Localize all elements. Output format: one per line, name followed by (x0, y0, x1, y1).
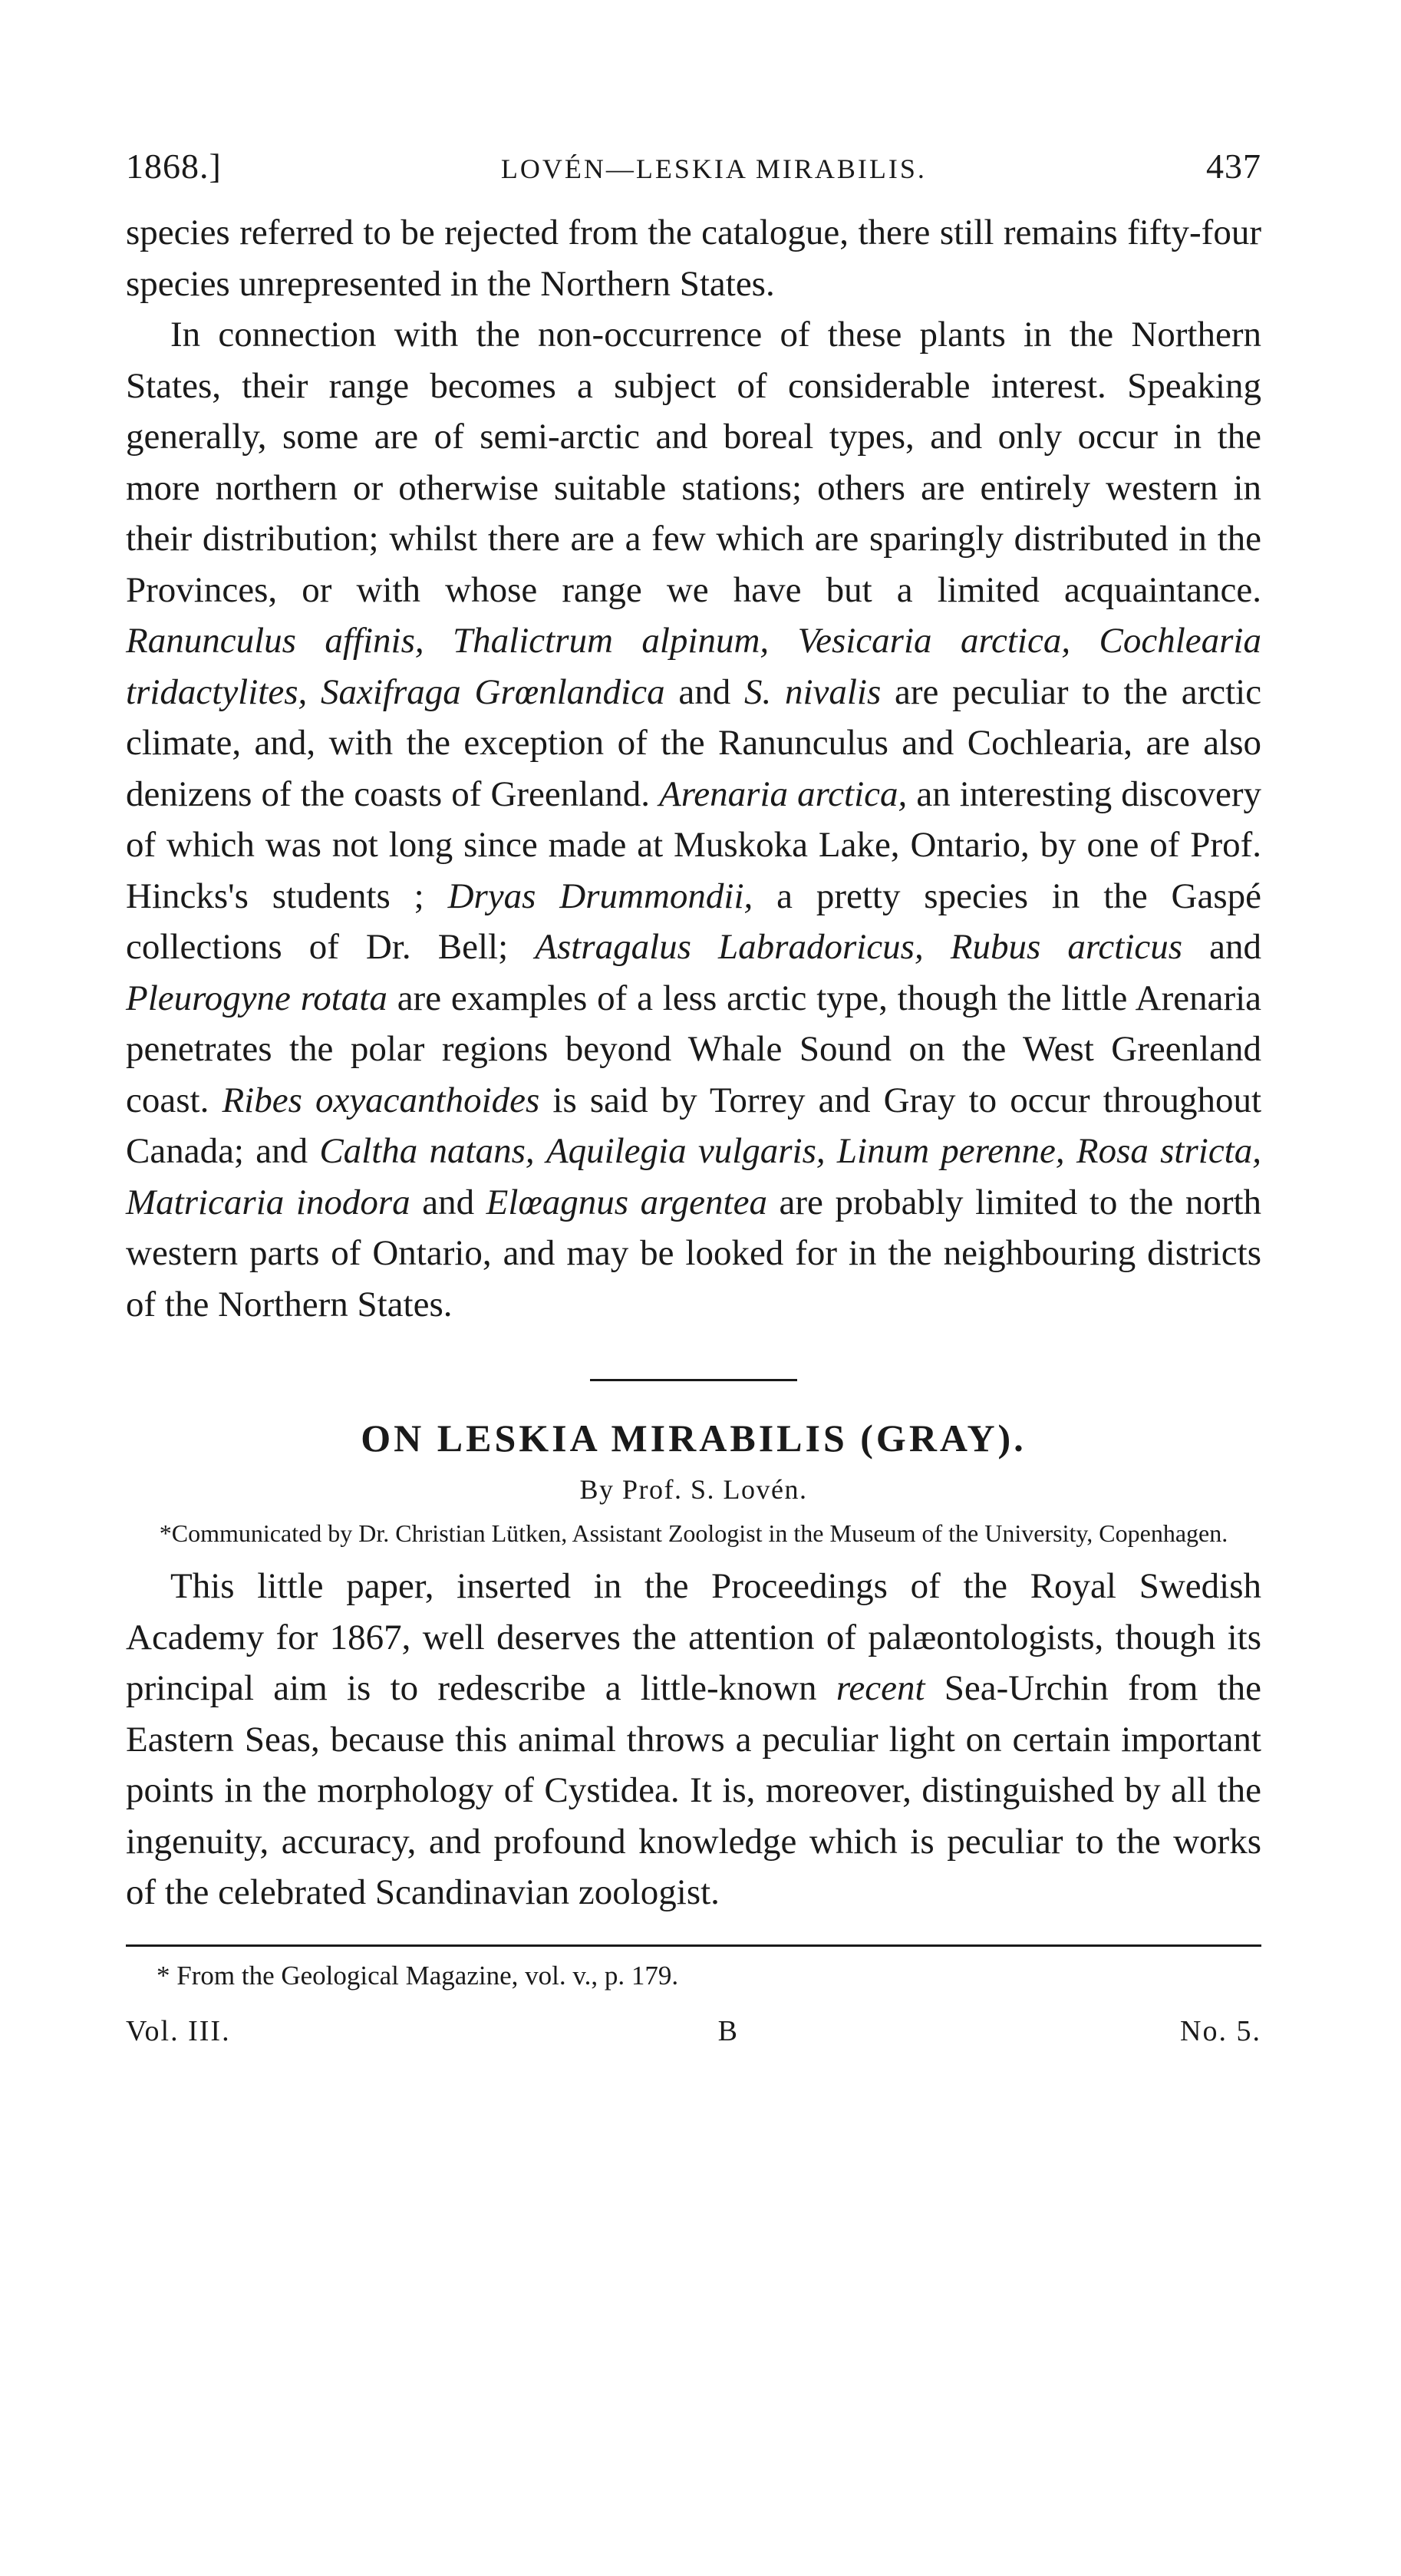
paragraph-range (126, 309, 1261, 1330)
species-name: Arenaria arctica, (659, 773, 908, 814)
species-name: Ranunculus affinis, (126, 621, 424, 661)
range-text: are peculiar to the arctic climate, and, with the exception of the Ranunculus and Cochlearia, are also denizens of the coasts of Greenland. (126, 671, 1262, 814)
range-text: are probably limited to the north western parts of Ontario, and may be looked for in the neighbouring districts of the Northern States. (126, 1182, 1262, 1324)
species-name: Vesicaria arctica, (797, 621, 1071, 661)
species-name: Aquilegia vulgaris, (546, 1131, 826, 1171)
volume-mark: Vol. III. (126, 2014, 231, 2047)
conjunction: and (1209, 927, 1262, 967)
species-name: Matricaria inodora (126, 1182, 410, 1222)
species-name: Rubus arcticus (950, 927, 1183, 967)
conjunction: and (422, 1182, 475, 1222)
header-year: 1868.] (126, 147, 222, 186)
species-name: S. nivalis (743, 671, 882, 712)
range-intro-text: In connection with the non-occurrence of these plants in the Northern States, their range becomes a subject of considerable interest. Speaking generally, some are of semi-arctic and boreal types, and only occur in the more northern or otherwise suitable stations; others are entirely western in their distribution; whilst there are a few which are sparingly distributed in the Provinces, or with whose range we have but a limited acquaintance. (126, 315, 1261, 610)
signature-line (126, 2014, 1261, 2048)
communicated-note: *Communicated by Dr. Christian Lütken, Assistant Zoologist in the Museum of the University, Copenhagen. (159, 1519, 1228, 1547)
footnote: * From the Geological Magazine, vol. v., p. 179. (157, 1960, 679, 1991)
species-name: Cochlearia tridactylites, (126, 621, 1261, 712)
running-head (126, 146, 1261, 207)
species-name: Elœagnus argentea (486, 1182, 767, 1222)
article-byline: By Prof. S. Lovén. (579, 1474, 808, 1505)
emphasis-word: recent (836, 1668, 925, 1708)
intro-text: Sea-Urchin from the Eastern Seas, because this animal throws a peculiar light on certain important points in the morphology of Cystidea. It is, moreover, distinguished by all the ingenuity, accuracy, and profound knowledge which is peculiar to the works of the celebrated Scandinavian zoologist. (126, 1668, 1262, 1912)
species-name: Saxifraga Grœnlandica (321, 671, 665, 712)
range-text: an interesting discovery of which was not long since made at Muskoka Lake, Ontario, by one of Prof. Hincks's students ; (126, 773, 1262, 916)
header-title: LOVÉN—LESKIA MIRABILIS. (500, 153, 927, 184)
issue-number: No. 5. (1180, 2014, 1261, 2047)
range-text: is said by Torrey and Gray to occur throughout Canada; and (126, 1080, 1262, 1171)
intro-text: This little paper, inserted in the Proceedings of the Royal Swedish Academy for 1867, well deserves the attention of palæontologists, though its principal aim is to redescribe a little-known (126, 1566, 1261, 1708)
range-text: a pretty species in the Gaspé collections of Dr. Bell; (126, 876, 1261, 967)
paragraph-continuation: species referred to be rejected from the catalogue, there still remains fifty-four species unrepresented in the Northern States. (126, 213, 1261, 304)
article-body (126, 1561, 1261, 1918)
article-body-previous (126, 207, 1261, 1330)
section-divider (590, 1379, 797, 1381)
article-title: ON LESKIA MIRABILIS (GRAY). (361, 1417, 1027, 1460)
conjunction: and (678, 671, 731, 712)
range-text: are examples of a less arctic type, though the little Arenaria penetrates the polar regions beyond Whale Sound on the West Greenland coast. (126, 978, 1262, 1120)
species-name: Astragalus Labradoricus, (535, 927, 924, 967)
page-number: 437 (1206, 147, 1261, 186)
paragraph-intro (126, 1561, 1261, 1918)
species-name: Linum perenne, (836, 1131, 1065, 1171)
footnote-divider (126, 1944, 1261, 1947)
species-name: Rosa stricta, (1076, 1131, 1261, 1171)
species-name: Caltha natans, (319, 1131, 535, 1171)
species-name: Pleurogyne rotata (126, 978, 387, 1018)
signature-letter: B (717, 2014, 739, 2047)
page (126, 146, 1261, 2048)
species-name: Dryas Drummondii, (447, 876, 753, 916)
species-name: Ribes oxyacanthoides (222, 1080, 540, 1120)
species-name: Thalictrum alpinum, (453, 621, 770, 661)
